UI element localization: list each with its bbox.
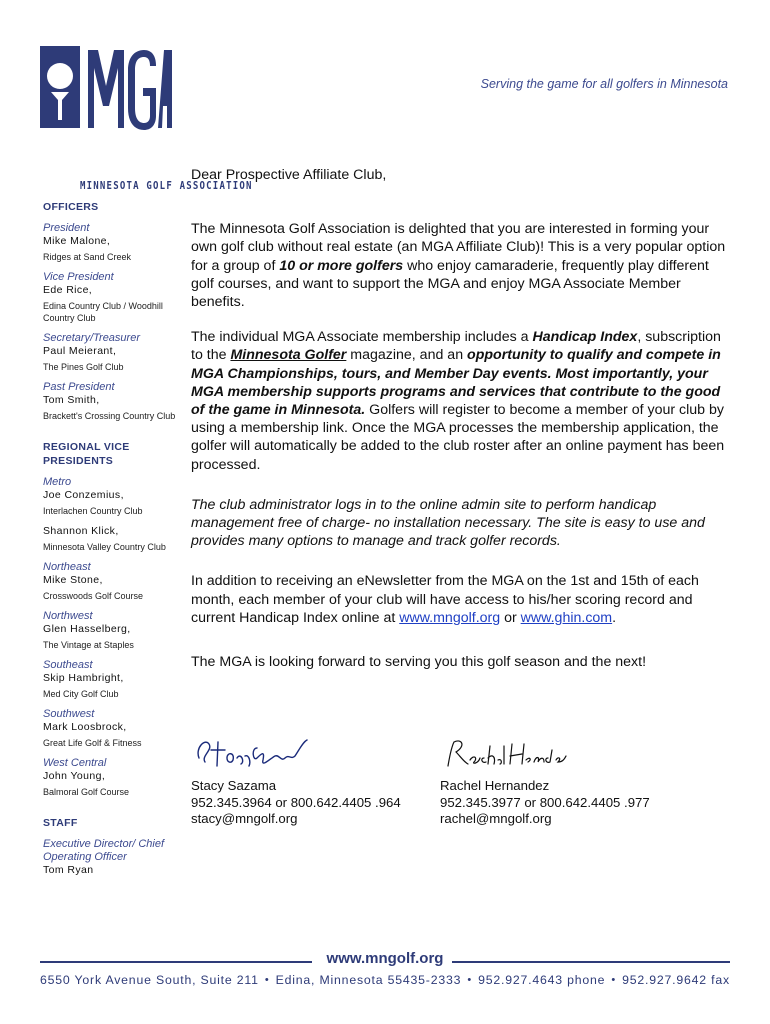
officer-club: The Pines Golf Club: [43, 362, 124, 372]
regional-entry: [43, 659, 183, 700]
paragraph-intro: [191, 220, 731, 311]
paragraph-admin: The club administrator logs in to the online admin site to perform handicap management free of charge- no installation necessary. The site is easy to use and provides many options to manage and track golfer records.: [191, 496, 705, 550]
regional-entry: [43, 757, 183, 798]
footer-address: 6550 York Avenue South, Suite 211: [40, 973, 259, 987]
regional-club: Minnesota Valley Country Club: [43, 542, 166, 552]
mngolf-link[interactable]: www.mngolf.org: [399, 609, 501, 626]
p1-text-c: who enjoy camaraderie, frequently play different golf courses, and want to support the MGA and enjoy MGA Associate Member benefits.: [191, 257, 709, 311]
regional-name: Skip Hambright,: [43, 672, 124, 684]
regional-entry: [43, 476, 183, 517]
regional-role: West Central: [43, 757, 107, 769]
regional-entry: [43, 708, 183, 749]
stacy-phone: 952.345.3964 or 800.642.4405 .964: [191, 794, 401, 810]
regional-club: Balmoral Golf Course: [43, 787, 130, 797]
footer-contact-line: [40, 973, 730, 987]
footer-phone: 952.927.4643 phone: [478, 973, 606, 987]
bullet-separator: •: [264, 974, 270, 986]
p2-text-c: , subscription to the: [191, 329, 721, 364]
officer-entry: [43, 381, 183, 422]
footer-fax: 952.927.9642 fax: [622, 973, 730, 987]
greeting: Dear Prospective Affiliate Club,: [191, 167, 387, 183]
regional-name: Mark Loosbrock,: [43, 721, 127, 733]
p1-emphasis: 10 or more golfers: [279, 257, 404, 274]
regional-name: John Young,: [43, 770, 106, 782]
rachel-email: rachel@mngolf.org: [440, 811, 552, 826]
p2-handicap-index: Handicap Index: [532, 329, 638, 346]
p2-text-e: magazine, and an: [346, 347, 468, 364]
footer-city: Edina, Minnesota 55435-2333: [275, 973, 462, 987]
tagline: Serving the game for all golfers in Minnesota: [480, 77, 728, 91]
regional-club: Med City Golf Club: [43, 689, 119, 699]
regional-name: Shannon Klick,: [43, 525, 119, 537]
staff-name: Tom Ryan: [43, 864, 94, 876]
p2-emphasis: opportunity to qualify and compete in MGA Championships, tours, and Member Day events. Most importantly, your MGA membership supports programs and services that contribute to the good of the game in Minnesota.: [191, 347, 721, 419]
staff-role: Executive Director/ Chief Operating Officer: [43, 838, 165, 863]
p4-text-a: In addition to receiving an eNewsletter from the MGA on the 1st and 15th of each month, each member of your club will have access to his/her scoring record and current Handicap Index online at: [191, 573, 699, 626]
officer-role: Vice President: [43, 271, 114, 283]
rachel-name: Rachel Hernandez: [440, 778, 550, 793]
bullet-separator: •: [467, 974, 472, 986]
paragraph-membership: [191, 328, 731, 474]
regional-club: Crosswoods Golf Course: [43, 591, 144, 601]
regional-entry: [43, 525, 183, 553]
p2-text-a: The individual MGA Associate membership includes a: [191, 329, 533, 346]
regional-club: Great Life Golf & Fitness: [43, 738, 142, 748]
rachel-phone: 952.345.3977 or 800.642.4405 .977: [440, 794, 650, 810]
mga-logo-mark: [40, 46, 172, 136]
p4-text-b: or: [500, 609, 521, 626]
regional-role: Southeast: [43, 659, 93, 671]
mga-logo: [40, 46, 253, 192]
officer-role: Past President: [43, 381, 115, 393]
officer-club: Brackett's Crossing Country Club: [43, 411, 176, 421]
logo-wordmark: MINNESOTA GOLF ASSOCIATION: [80, 180, 253, 192]
regional-name: Joe Conzemius,: [43, 489, 124, 501]
officer-club: Edina Country Club / Woodhill Country Club: [43, 301, 163, 323]
officer-name: Mike Malone,: [43, 235, 111, 247]
stacy-signature: [191, 728, 311, 772]
p1-text-a: The Minnesota Golf Association is delighted that you are interested in forming your own golf club without real estate (an MGA Affiliate Club)! This is a very popular option for a group of: [191, 221, 726, 274]
officer-role: Secretary/Treasurer: [43, 332, 140, 344]
regional-role: Northeast: [43, 561, 91, 573]
staff-heading: STAFF: [43, 817, 78, 829]
staff-entry: [43, 838, 183, 877]
regional-role: Southwest: [43, 708, 95, 720]
paragraph-enewsletter: [191, 572, 731, 627]
footer-website[interactable]: www.mngolf.org: [326, 950, 444, 967]
regional-heading: REGIONAL VICE PRESIDENTS: [43, 441, 130, 467]
officer-entry: [43, 271, 183, 324]
officer-entry: [43, 222, 183, 263]
officer-role: President: [43, 222, 90, 234]
officer-name: Ede Rice,: [43, 284, 93, 296]
stacy-name: Stacy Sazama: [191, 778, 277, 793]
officers-sidebar: [43, 200, 183, 877]
regional-club: Interlachen Country Club: [43, 506, 143, 516]
p2-text-g: Golfers will register to become a member of your club by using a membership link. Once the MGA processes the membership application, the golfer will automatically be added to the club roster after an online payment has been processed.: [191, 402, 725, 473]
officer-entry: [43, 332, 183, 373]
regional-entry: [43, 561, 183, 602]
regional-role: Metro: [43, 476, 72, 488]
signature-block-stacy: [191, 728, 401, 828]
ghin-link[interactable]: www.ghin.com: [520, 609, 613, 626]
officer-name: Paul Meierant,: [43, 345, 117, 357]
rachel-signature: [440, 728, 570, 772]
regional-club: The Vintage at Staples: [43, 640, 134, 650]
officer-name: Tom Smith,: [43, 394, 100, 406]
p2-magazine-title: Minnesota Golfer: [230, 347, 347, 364]
paragraph-closing: The MGA is looking forward to serving you this golf season and the next!: [191, 654, 647, 671]
officer-club: Ridges at Sand Creek: [43, 252, 132, 262]
p4-text-c: .: [612, 609, 617, 626]
regional-entry: [43, 610, 183, 651]
signature-block-rachel: [440, 728, 650, 828]
regional-name: Mike Stone,: [43, 574, 103, 586]
regional-name: Glen Hasselberg,: [43, 623, 131, 635]
regional-role: Northwest: [43, 610, 93, 622]
officers-heading: OFFICERS: [43, 201, 99, 213]
stacy-email: stacy@mngolf.org: [191, 811, 298, 826]
letter-body: [191, 166, 731, 688]
bullet-separator: •: [611, 974, 617, 986]
